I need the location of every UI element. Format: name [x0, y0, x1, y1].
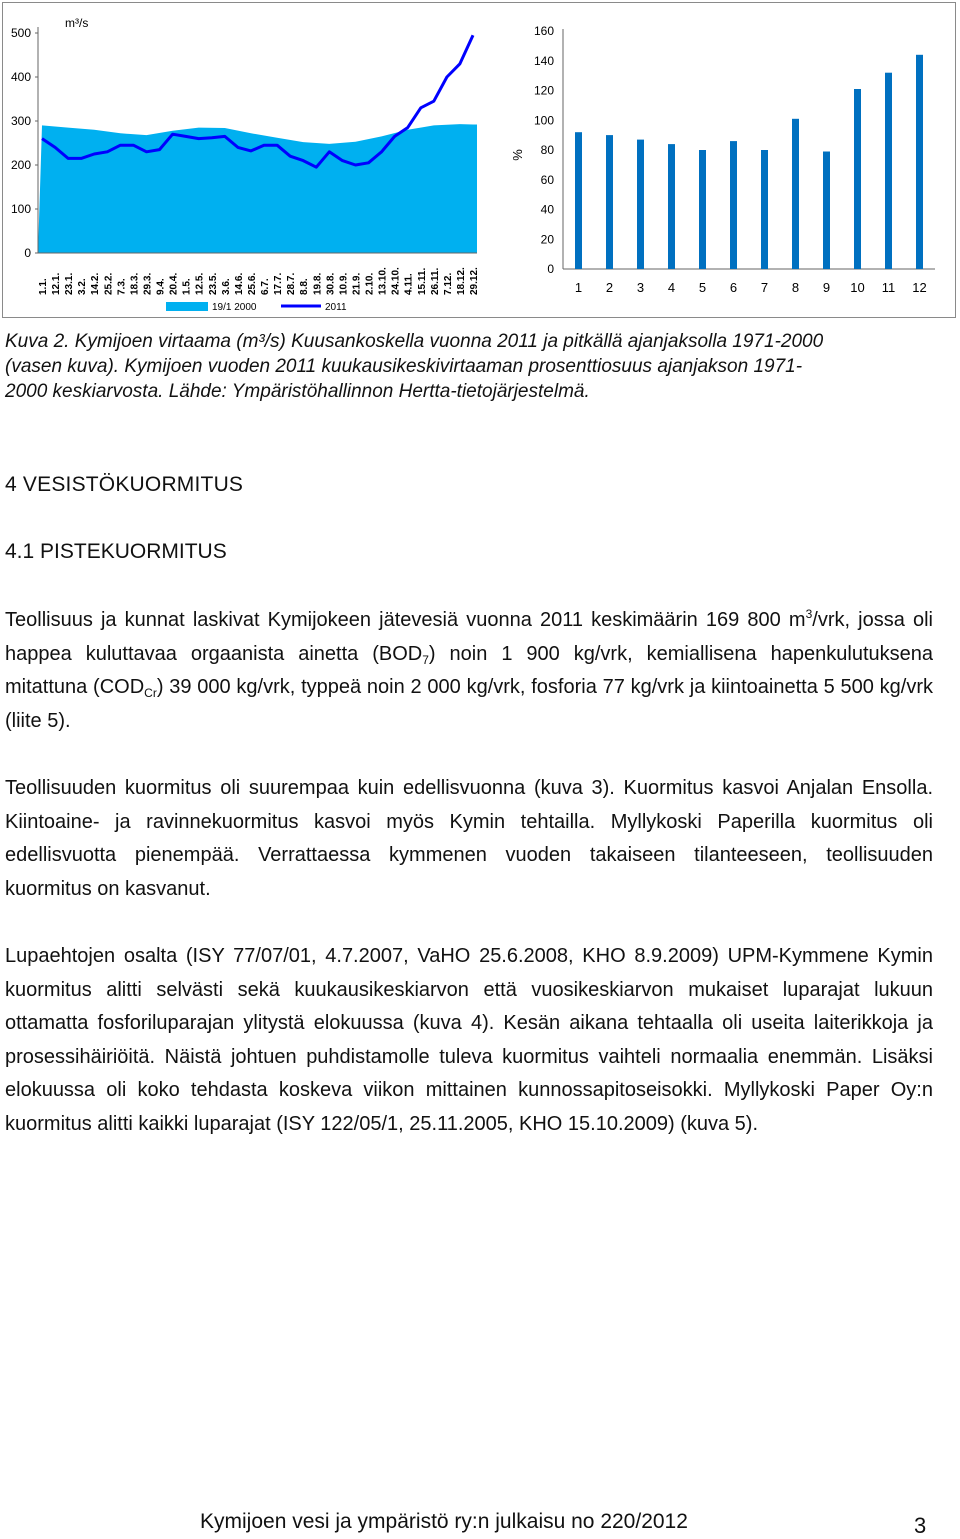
x-tick-label: 9	[822, 280, 831, 295]
x-tick-label: 26.11.	[429, 267, 441, 295]
bar	[792, 119, 799, 269]
x-tick-label: 15.11.	[416, 267, 428, 295]
x-tick-label: 18.3.	[129, 272, 141, 295]
y-tick-label: 0	[24, 246, 31, 260]
paragraph-industry-load: Teollisuuden kuormitus oli suurempaa kuin edellisvuonna (kuva 3). Kuormitus kasvoi Anjalan Ensolla. Kiintoaine- ja ravinnekuormitus kasvoi myös Kymin tehtailla. Myllykoski Paperilla kuormitus oli edellisvuotta pienempää. Verrattaessa kymmenen vuoden takaiseen tilanteeseen, teollisuuden kuormitus on kasvanut.	[5, 777, 933, 900]
x-tick-label: 1.1.	[38, 278, 49, 295]
text-run: /vrk, jossa oli happea kuluttavaa orgaanista ainetta (BOD	[5, 609, 933, 665]
section-heading: 4 VESISTÖKUORMITUS	[5, 473, 244, 496]
x-tick-label: 7	[760, 280, 769, 295]
legend-label: 19/1 2000	[212, 302, 257, 313]
figure-caption	[5, 329, 935, 404]
x-tick-label: 29.12.	[469, 267, 480, 295]
x-tick-label: 24.10.	[390, 267, 402, 295]
bar	[699, 150, 706, 269]
y-tick-label: 400	[10, 70, 31, 84]
bar	[854, 89, 861, 269]
x-tick-label: 19.8.	[312, 272, 324, 295]
bar	[668, 144, 675, 269]
y-tick-label: 140	[533, 53, 554, 68]
y-tick-label: 100	[10, 202, 31, 216]
superscript: 3	[805, 607, 813, 621]
caption-line: (vasen kuva). Kymijoen vuoden 2011 kuukausikeskivirtaaman prosenttiosuus ajanjakson 1971-	[5, 356, 803, 377]
x-tick-label: 12	[912, 280, 927, 295]
page-footer: Kymijoen vesi ja ympäristö ry:n julkaisu no 220/2012	[200, 1510, 688, 1533]
y-tick-label: 120	[533, 83, 554, 98]
x-tick-label: 10.9.	[338, 272, 350, 295]
x-tick-label: 1.5.	[181, 278, 193, 295]
x-tick-label: 14.2.	[90, 272, 102, 295]
x-tick-label: 13.10.	[377, 267, 389, 295]
x-tick-label: 20.4.	[168, 272, 180, 295]
x-tick-label: 23.1.	[64, 272, 76, 295]
subsection-heading: 4.1 PISTEKUORMITUS	[5, 540, 227, 563]
figure-frame	[2, 2, 956, 318]
x-tick-label: 3.6.	[220, 278, 232, 295]
x-tick-label: 12.5.	[194, 272, 206, 295]
x-tick-label: 8.8.	[299, 278, 311, 295]
y-tick-label: 200	[10, 158, 31, 172]
x-tick-label: 17.7.	[273, 272, 285, 295]
y-axis-unit: m³/s	[65, 16, 89, 30]
bar	[730, 141, 737, 269]
bar	[575, 132, 582, 269]
bar	[823, 152, 830, 270]
x-tick-label: 3.2.	[77, 278, 89, 295]
y-tick-label: 160	[533, 24, 554, 38]
text-run: ) 39 000 kg/vrk, typpeä noin 2 000 kg/vrk, fosforia 77 kg/vrk ja kiintoainetta 5 500 kg/vrk (liite 5).	[5, 676, 933, 732]
x-tick-label: 11	[881, 280, 896, 295]
x-tick-label: 5	[698, 280, 707, 295]
paragraph-permit-conditions: Lupaehtojen osalta (ISY 77/07/01, 4.7.2007, VaHO 25.6.2008, KHO 8.9.2009) UPM-Kymmene Kymin kuormitus alitti selvästi sekä kuukausikeskiarvon että vuosikeskiarvon mukaiset luparajat lukuun ottamatta fosforiluparajan ylitystä elokuussa (kuva 4). Kesän aikana tehtaalla oli useita laiterikkoja ja prosessihäiriöitä. Näistä johtuen puhdistamolle tuleva kuormitus vaihteli normaalia enemmän. Lisäksi elokuussa oli koko tehdasta koskeva viikon mittainen kunnossapitoseisokki. Myllykoski Paper Oy:n kuormitus alitti kaikki luparajat (ISY 122/05/1, 25.11.2005, KHO 15.10.2009) (kuva 5).	[5, 945, 933, 1135]
y-tick-label: 500	[10, 26, 31, 40]
x-tick-label: 25.2.	[103, 272, 115, 295]
x-tick-label: 6.7.	[260, 278, 272, 295]
x-tick-label: 29.3.	[142, 272, 154, 295]
page-number: 3	[914, 1513, 927, 1538]
x-tick-label: 14.6.	[233, 272, 245, 295]
x-tick-label: 21.9.	[351, 272, 363, 295]
y-tick-label: 40	[540, 202, 554, 217]
x-tick-label: 7.12.	[442, 272, 454, 295]
y-tick-label: 60	[540, 172, 554, 187]
bar	[885, 73, 892, 269]
bar	[606, 135, 613, 269]
x-tick-label: 9.4.	[155, 278, 167, 295]
x-tick-label: 4	[667, 280, 676, 295]
y-tick-label: 80	[540, 143, 554, 157]
y-tick-label: 100	[533, 113, 554, 128]
paragraph-discharges	[5, 604, 933, 738]
legend-label: 2011	[325, 302, 347, 313]
bar	[637, 140, 644, 269]
monthly-percent-chart	[503, 3, 943, 317]
x-tick-label: 8	[791, 280, 800, 295]
x-tick-label: 28.7.	[286, 272, 298, 295]
bar	[916, 55, 923, 269]
y-tick-label: 300	[10, 114, 31, 128]
y-axis-label: %	[510, 149, 525, 161]
legend-swatch-area	[166, 302, 208, 311]
x-tick-label: 18.12.	[455, 267, 467, 295]
x-tick-label: 25.6.	[246, 272, 258, 295]
subscript: 7	[422, 652, 429, 667]
x-tick-label: 10	[850, 280, 865, 295]
series-area-1971-2000	[38, 124, 477, 253]
y-tick-label: 0	[547, 262, 554, 276]
x-tick-label: 2	[605, 280, 614, 295]
subscript: Cr	[144, 686, 157, 701]
text-run: ) noin 1 900 kg/vrk, kemiallisena hapenkulutuksena mitattuna (COD	[5, 642, 933, 699]
y-tick-label: 20	[540, 232, 554, 247]
text-run: Teollisuus ja kunnat laskivat Kymijokeen jätevesiä vuonna 2011 keskimäärin 169 800 m	[5, 609, 806, 631]
x-tick-label: 4.11.	[403, 273, 415, 295]
x-tick-label: 2.10.	[364, 272, 376, 295]
x-tick-label: 3	[636, 280, 645, 295]
x-tick-label: 30.8.	[325, 272, 337, 295]
bar	[761, 150, 768, 269]
x-tick-label: 12.1.	[51, 272, 63, 295]
x-tick-label: 6	[729, 280, 738, 295]
flow-chart	[3, 3, 503, 317]
caption-line: Kuva 2. Kymijoen virtaama (m³/s) Kuusankoskella vuonna 2011 ja pitkällä ajanjaksolla 1971-2000	[5, 331, 824, 352]
x-tick-label: 1	[574, 280, 583, 295]
caption-line: 2000 keskiarvosta. Lähde: Ympäristöhallinnon Hertta-tietojärjestelmä.	[5, 381, 590, 402]
x-tick-label: 7.3.	[116, 278, 128, 295]
x-tick-label: 23.5.	[207, 272, 219, 295]
